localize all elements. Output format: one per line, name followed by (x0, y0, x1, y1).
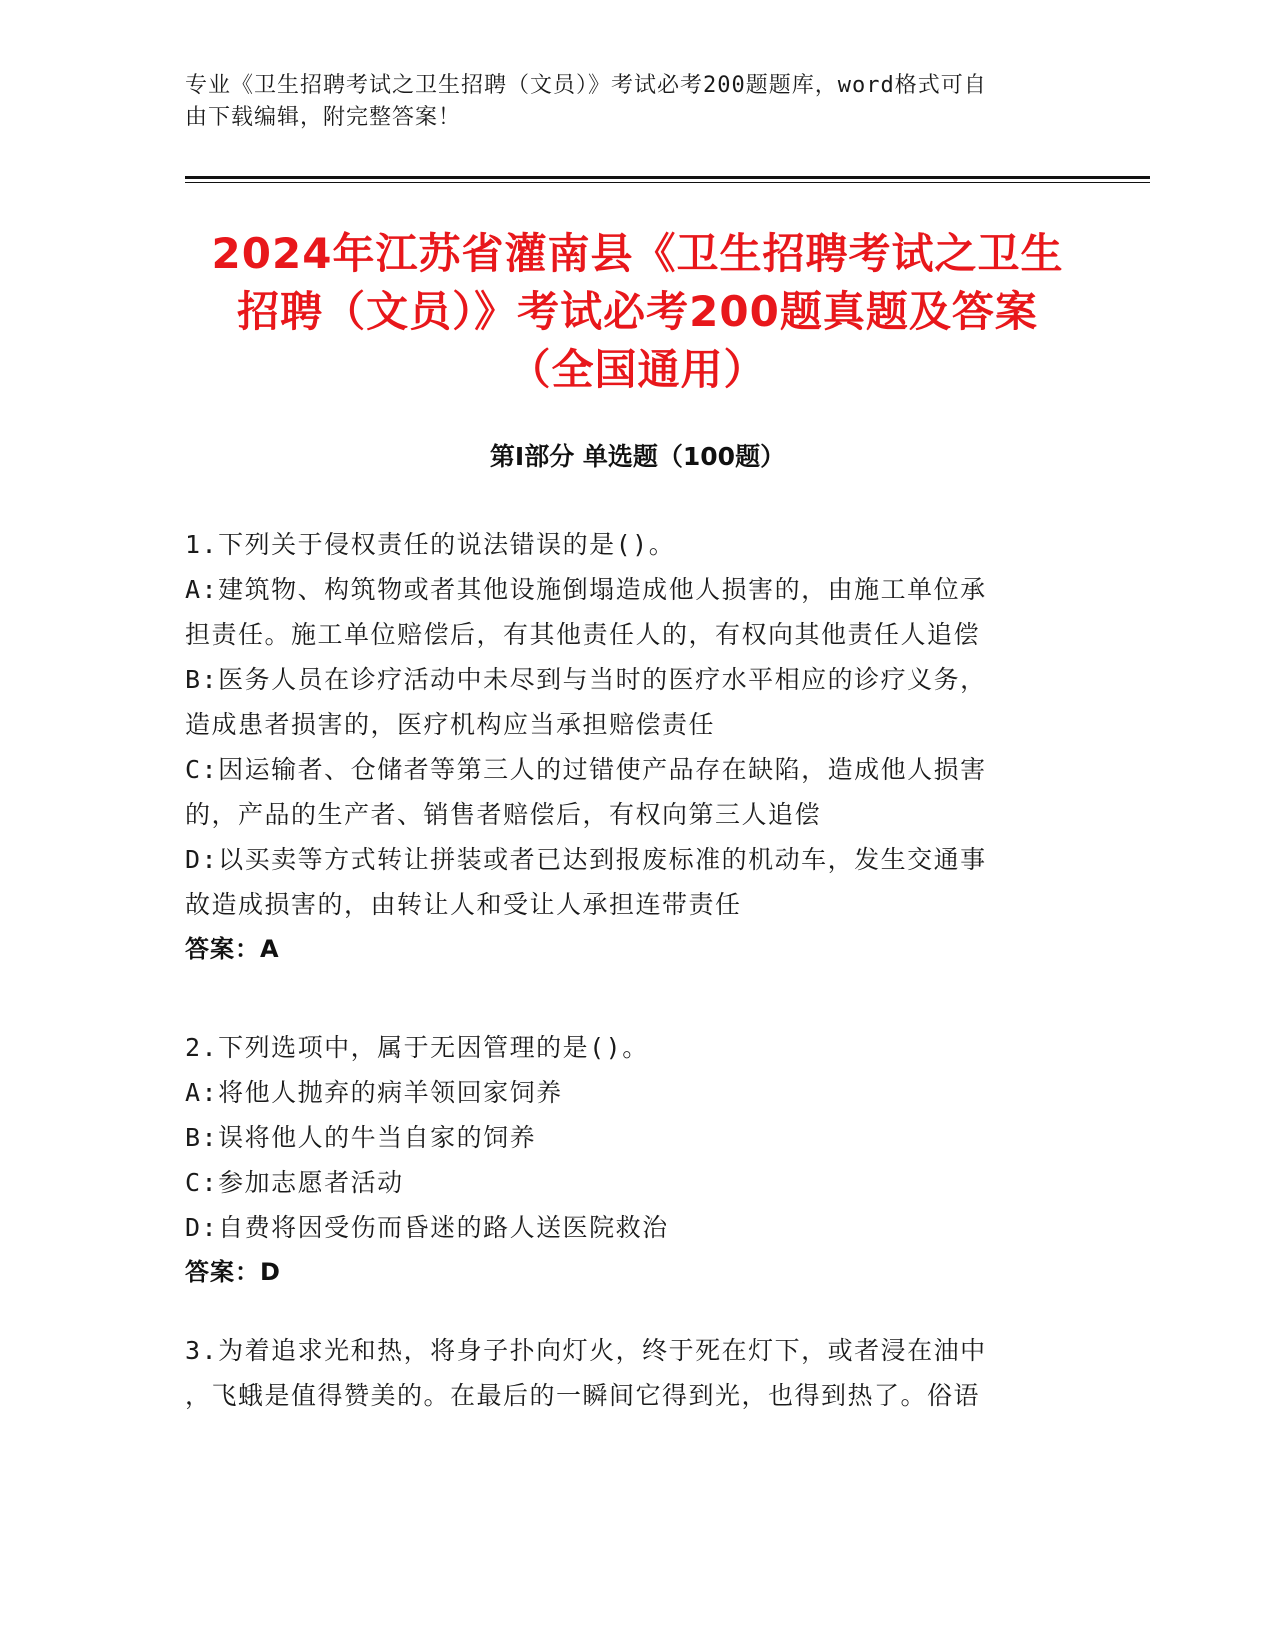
header-divider-thin (185, 182, 1150, 183)
question-stem-continued: ，飞蛾是值得赞美的。在最后的一瞬间它得到光，也得到热了。俗语 (185, 1381, 981, 1410)
title-line: 招聘（文员）》考试必考200题真题及答案 (237, 287, 1038, 336)
question-block (185, 1328, 1065, 1418)
question-stem: 2.下列选项中，属于无因管理的是()。 (185, 1033, 649, 1062)
option-b: B:医务人员在诊疗活动中未尽到与当时的医疗水平相应的诊疗义务， (185, 665, 987, 694)
option-d: D:自费将因受伤而昏迷的路人送医院救治 (185, 1213, 669, 1242)
answer-line: 答案：A (185, 935, 280, 963)
document-title (150, 225, 1125, 399)
header-note-line: 专业《卫生招聘考试之卫生招聘（文员）》考试必考200题题库，word格式可自 (185, 73, 987, 98)
option-a: A:将他人抛弃的病羊领回家饲养 (185, 1078, 563, 1107)
question-stem: 1.下列关于侵权责任的说法错误的是()。 (185, 530, 676, 559)
answer-line: 答案：D (185, 1258, 281, 1286)
header-divider-thick (185, 176, 1150, 179)
option-a-continued: 担责任。施工单位赔偿后，有其他责任人的，有权向其他责任人追偿 (185, 620, 981, 649)
option-b: B:误将他人的牛当自家的饲养 (185, 1123, 537, 1152)
option-c-continued: 的，产品的生产者、销售者赔偿后，有权向第三人追偿 (185, 800, 822, 829)
header-note-line: 由下载编辑，附完整答案！ (185, 105, 462, 130)
question-block (185, 1025, 1065, 1295)
option-c: C:参加志愿者活动 (185, 1168, 404, 1197)
title-line: （全国通用） (508, 345, 767, 394)
question-stem: 3.为着追求光和热，将身子扑向灯火，终于死在灯下，或者浸在油中 (185, 1336, 987, 1365)
option-d: D:以买卖等方式转让拼装或者已达到报废标准的机动车，发生交通事 (185, 845, 987, 874)
question-block (185, 522, 1065, 972)
option-b-continued: 造成患者损害的，医疗机构应当承担赔偿责任 (185, 710, 716, 739)
title-line: 2024年江苏省灌南县《卫生招聘考试之卫生 (211, 229, 1064, 278)
option-a: A:建筑物、构筑物或者其他设施倒塌造成他人损害的，由施工单位承 (185, 575, 987, 604)
option-d-continued: 故造成损害的，由转让人和受让人承担连带责任 (185, 890, 742, 919)
option-c: C:因运输者、仓储者等第三人的过错使产品存在缺陷，造成他人损害 (185, 755, 987, 784)
header-note (185, 70, 1065, 134)
section-heading: 第Ⅰ部分 单选题（100题） (489, 442, 786, 471)
